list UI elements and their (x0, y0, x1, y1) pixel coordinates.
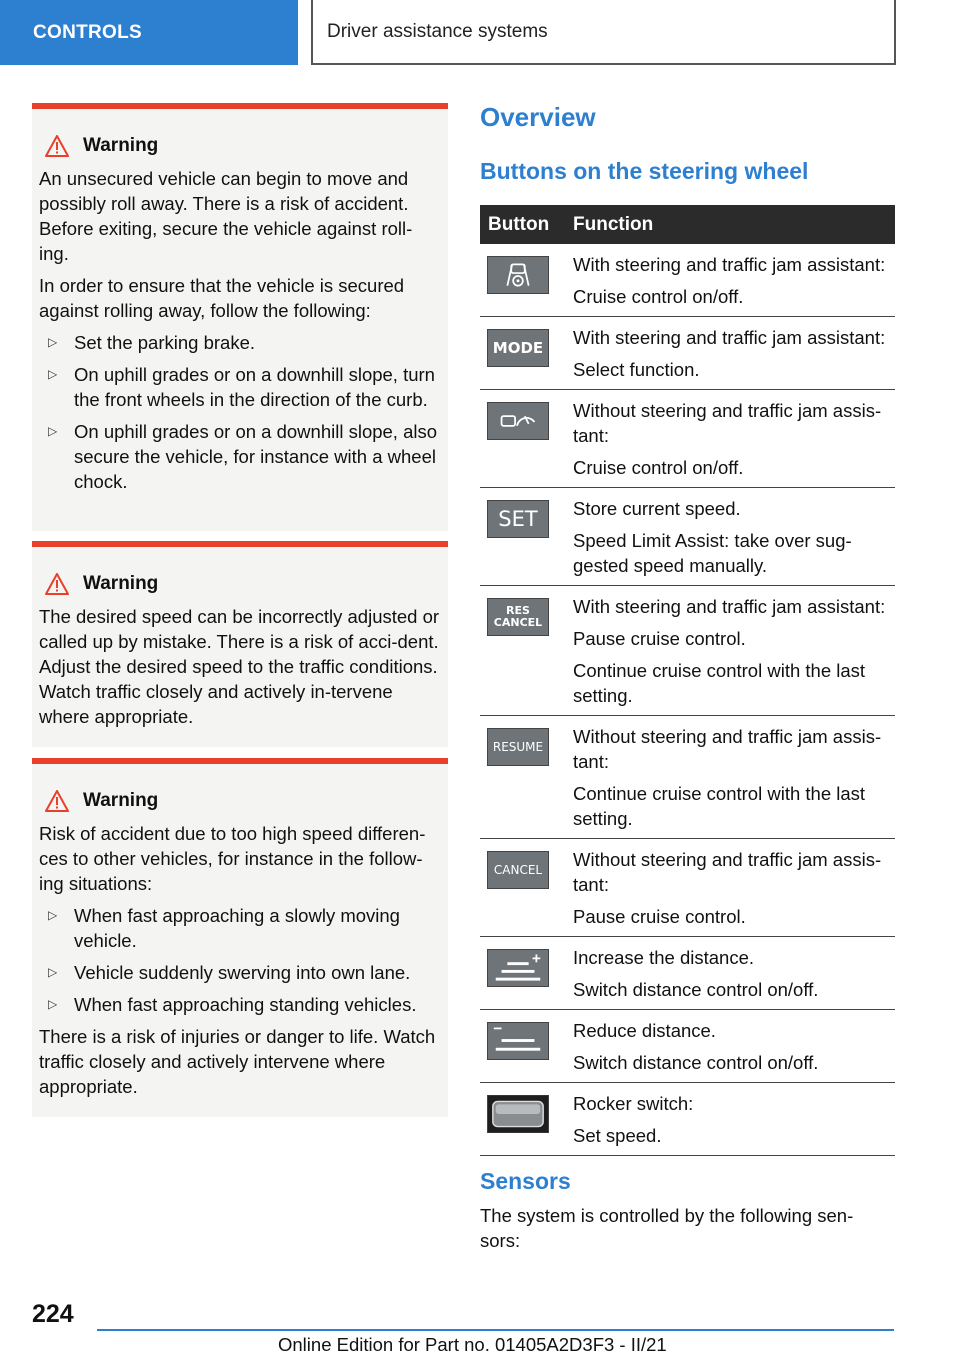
section-label: CONTROLS (33, 21, 143, 43)
function-line: Switch distance control on/off. (573, 979, 819, 1000)
sensors-text: The system is controlled by the following sen-sors: (480, 1205, 854, 1251)
button-label: RES CANCEL (493, 604, 543, 629)
table-row (480, 244, 895, 317)
section-tab[interactable] (0, 0, 298, 65)
table-row (480, 1010, 895, 1083)
footer-rule (97, 1329, 894, 1331)
warning-title-text: Warning (83, 135, 159, 156)
warning-paragraph: The desired speed can be incorrectly adjusted or called up by mistake. There is a risk of acci-dent. Adjust the desired speed to the traffic conditions. Watch traffic closely and actively in-tervene where appropriate. (39, 606, 440, 727)
function-line: Without steering and traffic jam assis-tant: (573, 400, 882, 446)
button-label: SET (498, 506, 538, 531)
function-cell (567, 390, 895, 488)
button-cell (480, 839, 567, 937)
page-number: 224 (32, 1300, 74, 1328)
button-label: RESUME (492, 739, 544, 754)
function-line: Cruise control on/off. (573, 286, 744, 307)
function-line: Rocker switch: (573, 1093, 694, 1114)
mode-button-icon (487, 329, 549, 367)
function-line: With steering and traffic jam assistant: (573, 254, 886, 275)
warning-box (32, 103, 448, 531)
list-item (39, 992, 440, 1017)
bullet-triangle-icon: ▷ (48, 367, 58, 381)
chapter-header (311, 0, 896, 65)
function-line: Continue cruise control with the last setting. (573, 660, 866, 706)
table-row (480, 586, 895, 716)
function-line: Switch distance control on/off. (573, 1052, 819, 1073)
bullet-triangle-icon: ▷ (48, 997, 58, 1011)
distance-increase-icon (487, 949, 549, 987)
list-item-text: When fast approaching a slowly moving vehicle. (74, 905, 400, 951)
column-header-function: Function (567, 205, 895, 244)
steering-buttons-heading: Buttons on the steering wheel (480, 158, 809, 184)
warning-list (39, 330, 440, 494)
function-cell (567, 1083, 895, 1156)
function-line: Pause cruise control. (573, 628, 746, 649)
button-cell (480, 937, 567, 1010)
table-row (480, 839, 895, 937)
sensors-heading: Sensors (480, 1168, 571, 1194)
list-item (39, 419, 440, 494)
function-line: Continue cruise control with the last setting. (573, 783, 866, 829)
function-line: Pause cruise control. (573, 906, 746, 927)
res-cancel-button-icon (487, 598, 549, 636)
warning-list (39, 903, 440, 1017)
cruise-control-icon (487, 402, 549, 440)
table-row (480, 716, 895, 839)
warning-paragraph: There is a risk of injuries or danger to life. Watch traffic closely and actively intervene where appropriate. (39, 1026, 436, 1097)
button-cell (480, 390, 567, 488)
table-row (480, 937, 895, 1010)
list-item-text: When fast approaching standing vehicles. (74, 994, 417, 1015)
warning-paragraph: An unsecured vehicle can begin to move and possibly roll away. There is a risk of accident. Before exiting, secure the vehicle against roll-ing. (39, 168, 413, 264)
rocker-switch-icon (487, 1095, 549, 1133)
column-header-button: Button (480, 205, 567, 244)
list-item (39, 362, 440, 412)
bullet-triangle-icon: ▷ (48, 424, 58, 438)
warning-triangle-icon (45, 790, 69, 812)
buttons-table (480, 205, 895, 1156)
function-line: With steering and traffic jam assistant: (573, 327, 886, 348)
function-line: Cruise control on/off. (573, 457, 744, 478)
list-item-text: Set the parking brake. (74, 332, 255, 353)
button-cell (480, 317, 567, 390)
set-button-icon (487, 500, 549, 538)
function-line: Without steering and traffic jam assis-tant: (573, 849, 882, 895)
table-row (480, 317, 895, 390)
list-item (39, 330, 440, 355)
button-cell (480, 488, 567, 586)
function-cell (567, 1010, 895, 1083)
cancel-button-icon (487, 851, 549, 889)
button-label: CANCEL (493, 862, 543, 877)
table-header-row (480, 205, 895, 244)
distance-reduce-icon (487, 1022, 549, 1060)
button-cell (480, 244, 567, 317)
resume-button-icon (487, 728, 549, 766)
function-line: Store current speed. (573, 498, 741, 519)
button-cell (480, 1010, 567, 1083)
warning-box (32, 758, 448, 1117)
function-line: With steering and traffic jam assistant: (573, 596, 886, 617)
function-cell (567, 937, 895, 1010)
table-row (480, 488, 895, 586)
function-cell (567, 839, 895, 937)
warning-box (32, 541, 448, 747)
bullet-triangle-icon: ▷ (48, 965, 58, 979)
function-line: Without steering and traffic jam assis-tant: (573, 726, 882, 772)
function-line: Select function. (573, 359, 700, 380)
function-cell (567, 586, 895, 716)
function-cell (567, 317, 895, 390)
function-cell (567, 716, 895, 839)
button-cell (480, 586, 567, 716)
edition-note: Online Edition for Part no. 01405A2D3F3 - II/21 (278, 1334, 667, 1355)
chapter-title: Driver assistance systems (327, 20, 548, 42)
bullet-triangle-icon: ▷ (48, 335, 58, 349)
function-line: Reduce distance. (573, 1020, 716, 1041)
bullet-triangle-icon: ▷ (48, 908, 58, 922)
list-item (39, 960, 440, 985)
warning-triangle-icon (45, 135, 69, 157)
list-item-text: On uphill grades or on a downhill slope, also secure the vehicle, for instance with a wheel chock. (74, 421, 438, 492)
warning-title (45, 571, 440, 596)
warning-title-text: Warning (83, 790, 159, 811)
function-cell (567, 244, 895, 317)
list-item-text: Vehicle suddenly swerving into own lane. (74, 962, 411, 983)
overview-heading: Overview (480, 102, 596, 132)
function-cell (567, 488, 895, 586)
button-cell (480, 716, 567, 839)
function-line: Speed Limit Assist: take over sug-gested speed manually. (573, 530, 852, 576)
list-item-text: On uphill grades or on a downhill slope, turn the front wheels in the direction of the curb. (74, 364, 435, 410)
function-line: Set speed. (573, 1125, 662, 1146)
warning-triangle-icon (45, 573, 69, 595)
steering-assist-icon (487, 256, 549, 294)
button-label: MODE (492, 338, 544, 357)
function-line: Increase the distance. (573, 947, 754, 968)
warning-title (45, 788, 440, 813)
warning-title (45, 133, 440, 158)
table-row (480, 1083, 895, 1156)
list-item (39, 903, 440, 953)
button-cell (480, 1083, 567, 1156)
warning-title-text: Warning (83, 573, 159, 594)
table-row (480, 390, 895, 488)
warning-paragraph: Risk of accident due to too high speed differen-ces to other vehicles, for instance in the follow-ing situations: (39, 823, 426, 894)
warning-paragraph: In order to ensure that the vehicle is secured against rolling away, follow the following: (39, 275, 405, 321)
